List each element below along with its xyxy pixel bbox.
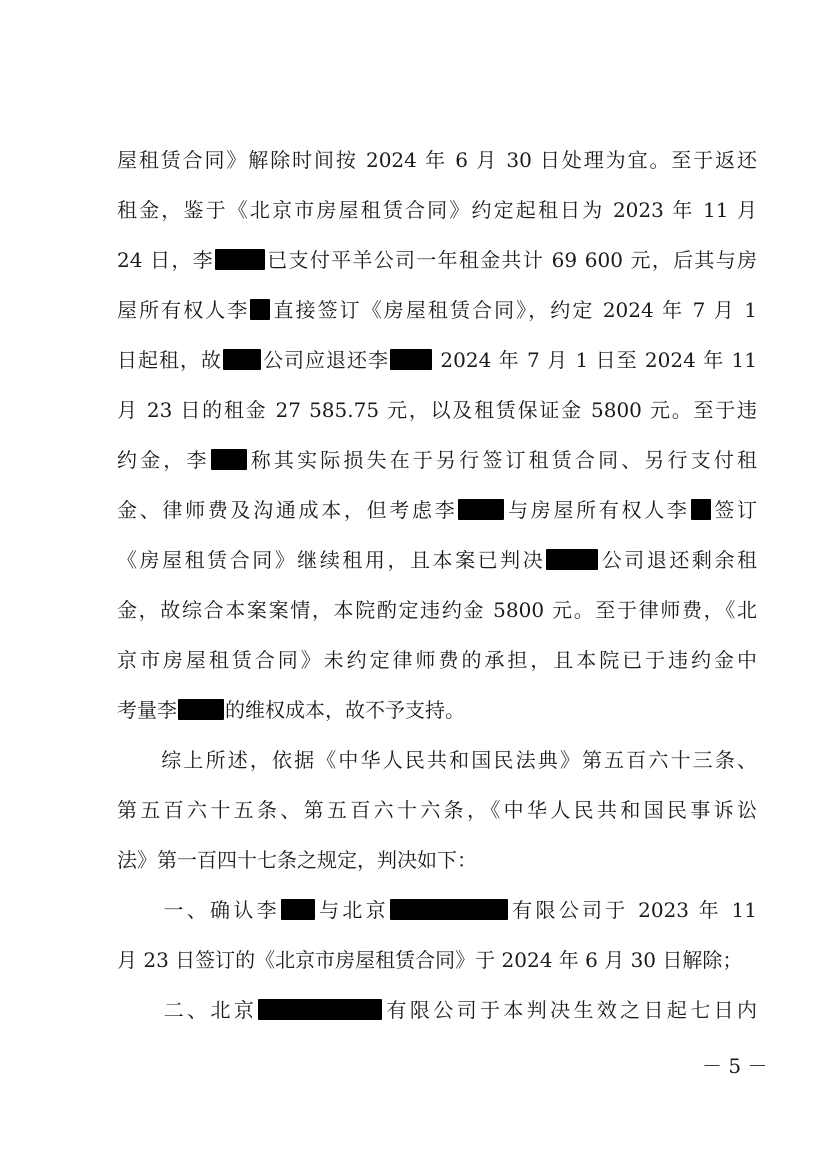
redaction-bar [211,449,247,470]
text-line: 屋租赁合同》解除时间按 2024 年 6 月 30 日处理为宜。至于返还 [117,148,757,172]
redaction-bar [178,699,224,720]
redaction-bar [390,899,508,920]
text-line: 约金，李 称其实际损失在于另行签订租赁合同、另行支付租 [117,448,758,472]
page-number: － 5 － [702,1054,768,1078]
text-line: 二、北京 有限公司于本判决生效之日起七日内 [117,998,758,1022]
text-line: 法》第一百四十七条之规定，判决如下： [117,848,477,872]
redaction-bar [281,899,315,920]
redaction-bar [546,549,598,570]
redaction-bar [390,349,432,370]
text-line: 24 日，李 已支付平羊公司一年租金共计 69 600 元，后其与房 [117,248,757,272]
text-line: 《房屋租赁合同》继续租用，且本案已判决 公司退还剩余租 [117,548,758,572]
redaction-bar [258,999,382,1020]
text-line: 月 23 日的租金 27 585.75 元，以及租赁保证金 5800 元。至于违 [117,398,757,422]
text-line: 金、律师费及沟通成本，但考虑李 与房屋所有权人李 签订 [117,498,758,522]
text-line: 日起租，故 公司应退还李 2024 年 7 月 1 日至 2024 年 11 [117,348,758,372]
redaction-bar [223,349,261,370]
redaction-bar [458,499,504,520]
redaction-bar [691,499,711,520]
text-line: 京市房屋租赁合同》未约定律师费的承担，且本院已于违约金中 [117,648,757,672]
text-line: 屋所有权人李 直接签订《房屋租赁合同》，约定 2024 年 7 月 1 [117,298,757,322]
text-line: 考量李 的维权成本，故不予支持。 [117,698,465,722]
text-line: 一、确认李 与北京 有限公司于 2023 年 11 [117,898,757,922]
text-line: 月 23 日签订的《北京市房屋租赁合同》于 2024 年 6 月 30 日解除； [117,948,743,972]
redaction-bar [215,249,265,270]
text-line: 租金，鉴于《北京市房屋租赁合同》约定起租日为 2023 年 11 月 [117,198,757,222]
text-line: 第五百六十五条、第五百六十六条，《中华人民共和国民事诉讼 [117,798,757,822]
text-line: 综上所述，依据《中华人民共和国民法典》第五百六十三条、 [117,748,757,772]
text-line: 金，故综合本案案情，本院酌定违约金 5800 元。至于律师费，《北 [117,598,757,622]
redaction-bar [250,299,270,320]
